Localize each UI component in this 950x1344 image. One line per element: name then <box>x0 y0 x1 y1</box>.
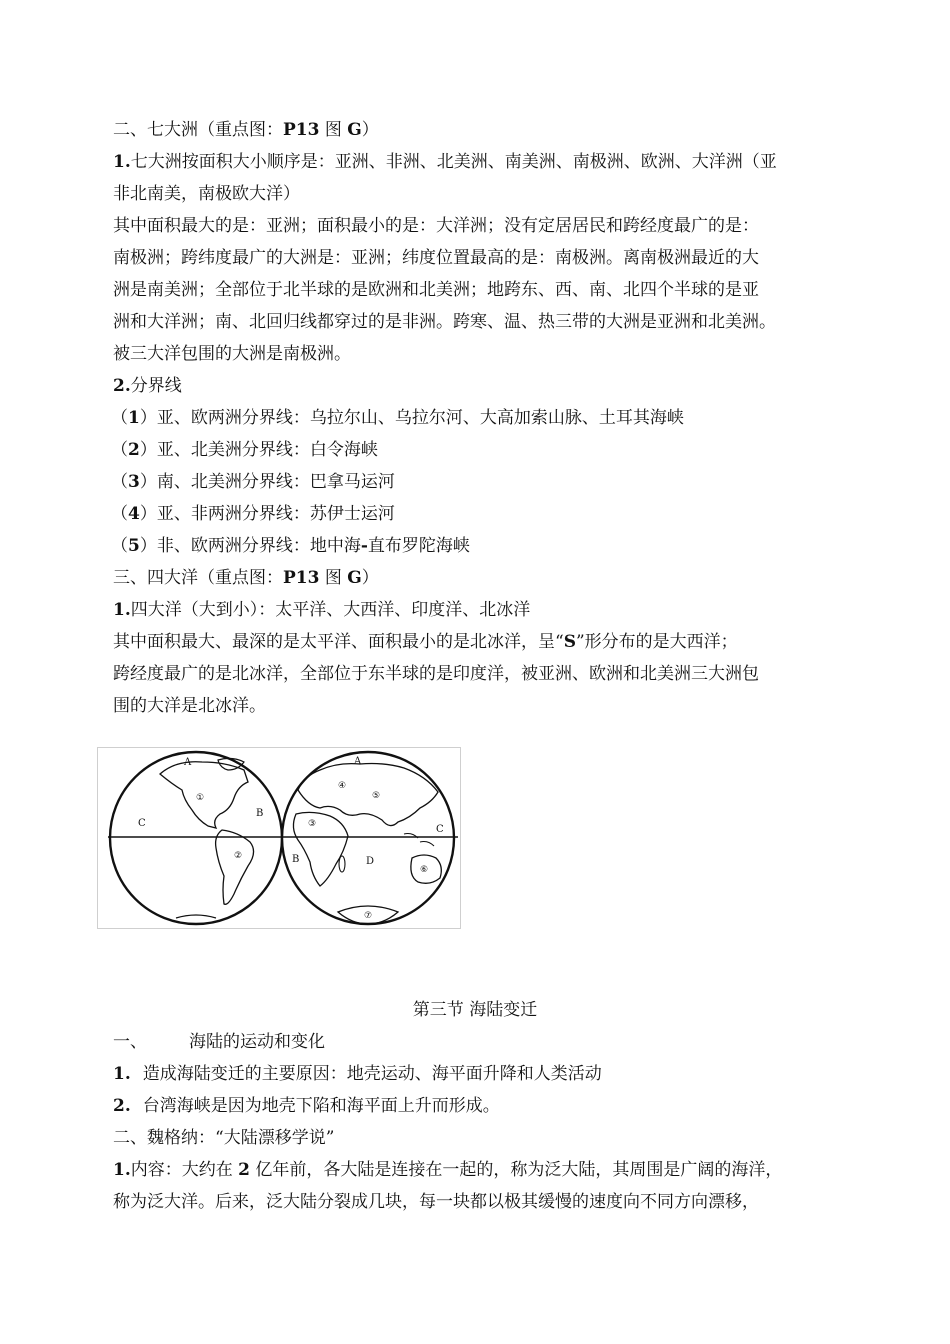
boundary-item: （2）亚、北美洲分界线：白令海峡 <box>111 440 378 460</box>
map-label-circled-6: ⑥ <box>420 865 429 875</box>
paragraph-line: 洲是南美洲；全部位于北半球的是欧洲和北美洲；地跨东、西、南、北四个半球的是亚 <box>113 280 759 300</box>
paragraph-line: 围的大洋是北冰洋。 <box>113 696 266 716</box>
paragraph-line: 南极洲；跨纬度最广的大洲是：亚洲；纬度位置最高的是：南极洲。离南极洲最近的大 <box>113 248 759 268</box>
map-label-d: D <box>366 856 375 867</box>
map-label-b: B <box>292 854 300 865</box>
section-title-oceans: 三、四大洋（重点图：P13 图 G） <box>113 568 379 588</box>
map-label-c: C <box>436 824 444 835</box>
map-label-circled-4: ④ <box>338 781 347 791</box>
subsection-title-wegener: 二、魏格纳：“大陆漂移学说” <box>113 1128 335 1148</box>
map-label-circled-2: ② <box>234 851 243 861</box>
map-label-circled-5: ⑤ <box>372 791 381 801</box>
western-hemisphere <box>110 752 282 924</box>
paragraph-line: 被三大洋包围的大洲是南极洲。 <box>113 344 351 364</box>
list-item: 2. 台湾海峡是因为地壳下陷和海平面上升而形成。 <box>113 1096 500 1116</box>
map-label-circled-7: ⑦ <box>364 911 373 921</box>
world-map-svg <box>98 748 460 928</box>
boundary-item: （3）南、北美洲分界线：巴拿马运河 <box>111 472 395 492</box>
map-label-a: A <box>354 756 362 767</box>
paragraph-continent-order-2: 非北南美，南极欧大洋） <box>113 184 300 204</box>
section-title-continents: 二、七大洲（重点图：P13 图 G） <box>113 120 379 140</box>
paragraph-line: 洲和大洋洲；南、北回归线都穿过的是非洲。跨寒、温、热三带的大洲是亚洲和北美洲。 <box>113 312 776 332</box>
boundary-item: （5）非、欧两洲分界线：地中海-直布罗陀海峡 <box>111 536 470 556</box>
list-item: 1. 造成海陆变迁的主要原因：地壳运动、海平面升降和人类活动 <box>113 1064 602 1084</box>
map-label-a: A <box>184 757 192 768</box>
eastern-hemisphere <box>282 752 454 924</box>
map-label-circled-3: ③ <box>308 819 317 829</box>
subsection-title-movement: 一、 海陆的运动和变化 <box>113 1032 325 1052</box>
paragraph-line: 其中面积最大的是：亚洲；面积最小的是：大洋洲；没有定居居民和跨经度最广的是： <box>113 216 759 236</box>
paragraph-line: 1.内容：大约在 2 亿年前，各大陆是连接在一起的，称为泛大陆，其周围是广阔的海洋， <box>113 1160 783 1180</box>
map-label-c: C <box>138 818 146 829</box>
world-map-figure <box>97 747 461 929</box>
section-heading-sea-land-change: 第三节 海陆变迁 <box>412 1000 538 1020</box>
map-label-b: B <box>256 808 264 819</box>
heading-boundaries: 2.分界线 <box>113 376 182 396</box>
paragraph-ocean-order: 1.四大洋（大到小）：太平洋、大西洋、印度洋、北冰洋 <box>113 600 531 620</box>
paragraph-continent-order: 1.七大洲按面积大小顺序是：亚洲、非洲、北美洲、南美洲、南极洲、欧洲、大洋洲（亚 <box>113 152 777 172</box>
paragraph-line: 跨经度最广的是北冰洋，全部位于东半球的是印度洋，被亚洲、欧洲和北美洲三大洲包 <box>113 664 759 684</box>
boundary-item: （4）亚、非两洲分界线：苏伊士运河 <box>111 504 395 524</box>
boundary-item: （1）亚、欧两洲分界线：乌拉尔山、乌拉尔河、大高加索山脉、土耳其海峡 <box>111 408 684 428</box>
map-label-circled-1: ① <box>196 793 205 803</box>
paragraph-line: 其中面积最大、最深的是太平洋、面积最小的是北冰洋，呈“S”形分布的是大西洋； <box>113 632 738 652</box>
paragraph-line: 称为泛大洋。后来，泛大陆分裂成几块，每一块都以极其缓慢的速度向不同方向漂移， <box>113 1192 759 1212</box>
